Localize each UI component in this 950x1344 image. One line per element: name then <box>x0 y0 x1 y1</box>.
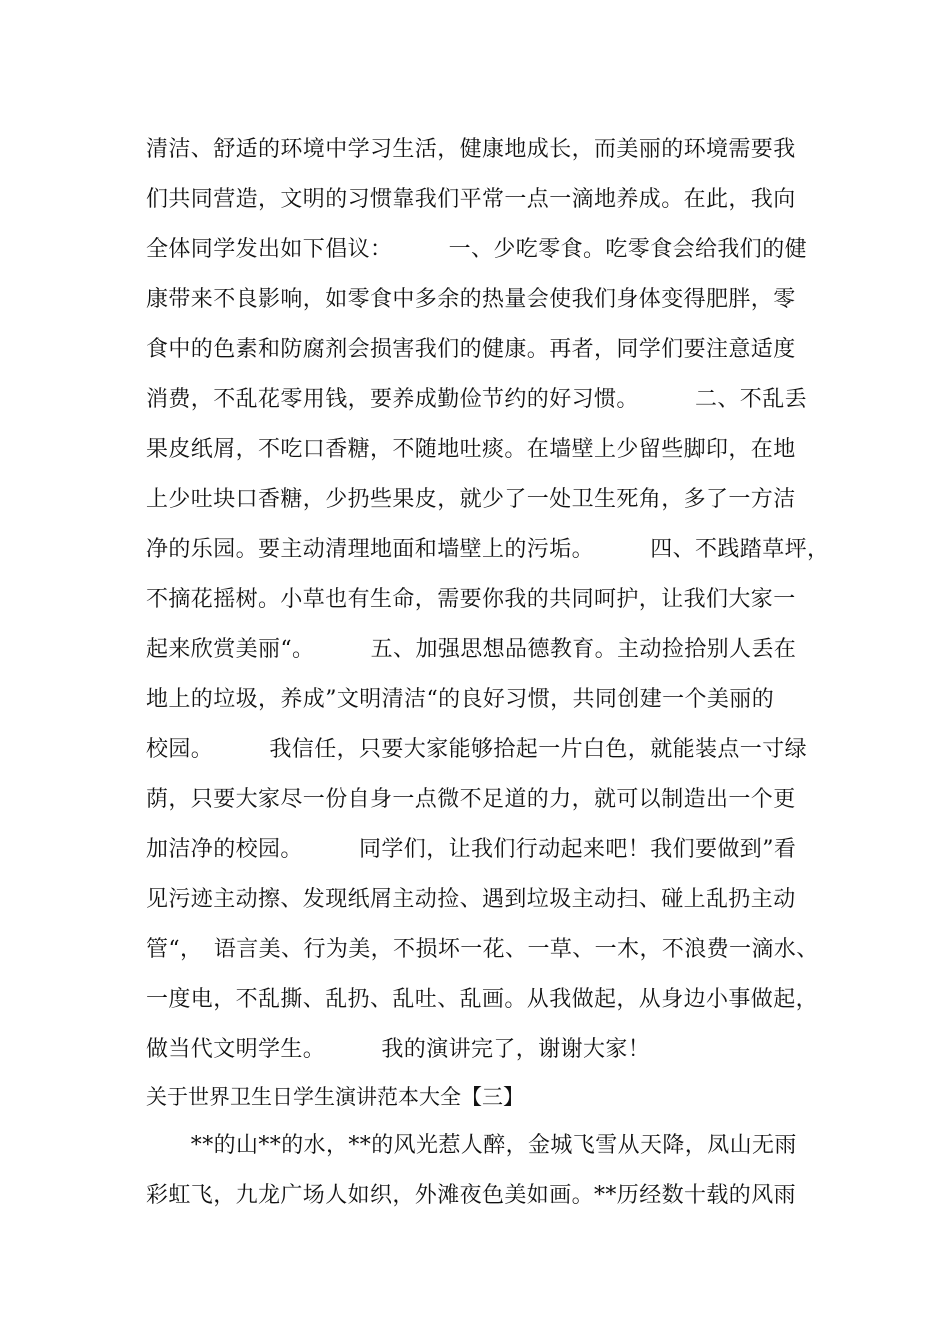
body-text-line: 们共同营造，文明的习惯靠我们平常一点一滴地养成。在此，我向 <box>146 187 796 212</box>
body-text-line: 加洁净的校园。 同学们，让我们行动起来吧！我们要做到”看 <box>146 837 797 862</box>
body-text-line: 净的乐园。要主动清理地面和墙壁上的污垢。 四、不践踏草坪， <box>146 537 830 562</box>
body-text-line: 荫，只要大家尽一份自身一点微不足道的力，就可以制造出一个更 <box>146 787 796 812</box>
body-text-line: 校园。 我信任，只要大家能够拾起一片白色，就能装点一寸绿 <box>146 737 808 762</box>
body-text-line: 康带来不良影响，如零食中多余的热量会使我们身体变得肥胖，零 <box>146 287 796 312</box>
body-text-line: 彩虹飞，九龙广场人如织，外滩夜色美如画。**历经数十载的风雨 <box>146 1183 797 1208</box>
section-heading: 关于世界卫生日学生演讲范本大全【三】 <box>146 1085 524 1109</box>
body-text-line: 清洁、舒适的环境中学习生活，健康地成长，而美丽的环境需要我 <box>146 137 796 162</box>
body-text-line: 食中的色素和防腐剂会损害我们的健康。再者，同学们要注意适度 <box>146 337 796 362</box>
body-text-line: **的山**的水，**的风光惹人醉，金城飞雪从天降，凤山无雨 <box>146 1133 797 1158</box>
body-text-line: 管“， 语言美、行为美，不损坏一花、一草、一木，不浪费一滴水、 <box>146 937 819 962</box>
body-text-line: 上少吐块口香糖，少扔些果皮，就少了一处卫生死角，多了一方洁 <box>146 487 796 512</box>
body-text-line: 起来欣赏美丽“。 五、加强思想品德教育。主动捡拾别人丢在 <box>146 637 797 662</box>
body-text-line: 地上的垃圾，养成”文明清洁“的良好习惯，共同创建一个美丽的 <box>146 687 775 712</box>
body-text-line: 果皮纸屑，不吃口香糖，不随地吐痰。在墙壁上少留些脚印，在地 <box>146 437 796 462</box>
body-text-line: 做当代文明学生。 我的演讲完了，谢谢大家！ <box>146 1037 651 1062</box>
body-text-line: 不摘花摇树。小草也有生命，需要你我的共同呵护，让我们大家一 <box>146 587 796 612</box>
body-text-line: 一度电，不乱撕、乱扔、乱吐、乱画。从我做起，从身边小事做起， <box>146 987 819 1012</box>
body-text-line: 消费，不乱花零用钱，要养成勤俭节约的好习惯。 二、不乱丢 <box>146 387 808 412</box>
body-text-line: 见污迹主动擦、发现纸屑主动捡、遇到垃圾主动扫、碰上乱扔主动 <box>146 887 796 912</box>
body-text-line: 全体同学发出如下倡议： 一、少吃零食。吃零食会给我们的健 <box>146 237 808 262</box>
